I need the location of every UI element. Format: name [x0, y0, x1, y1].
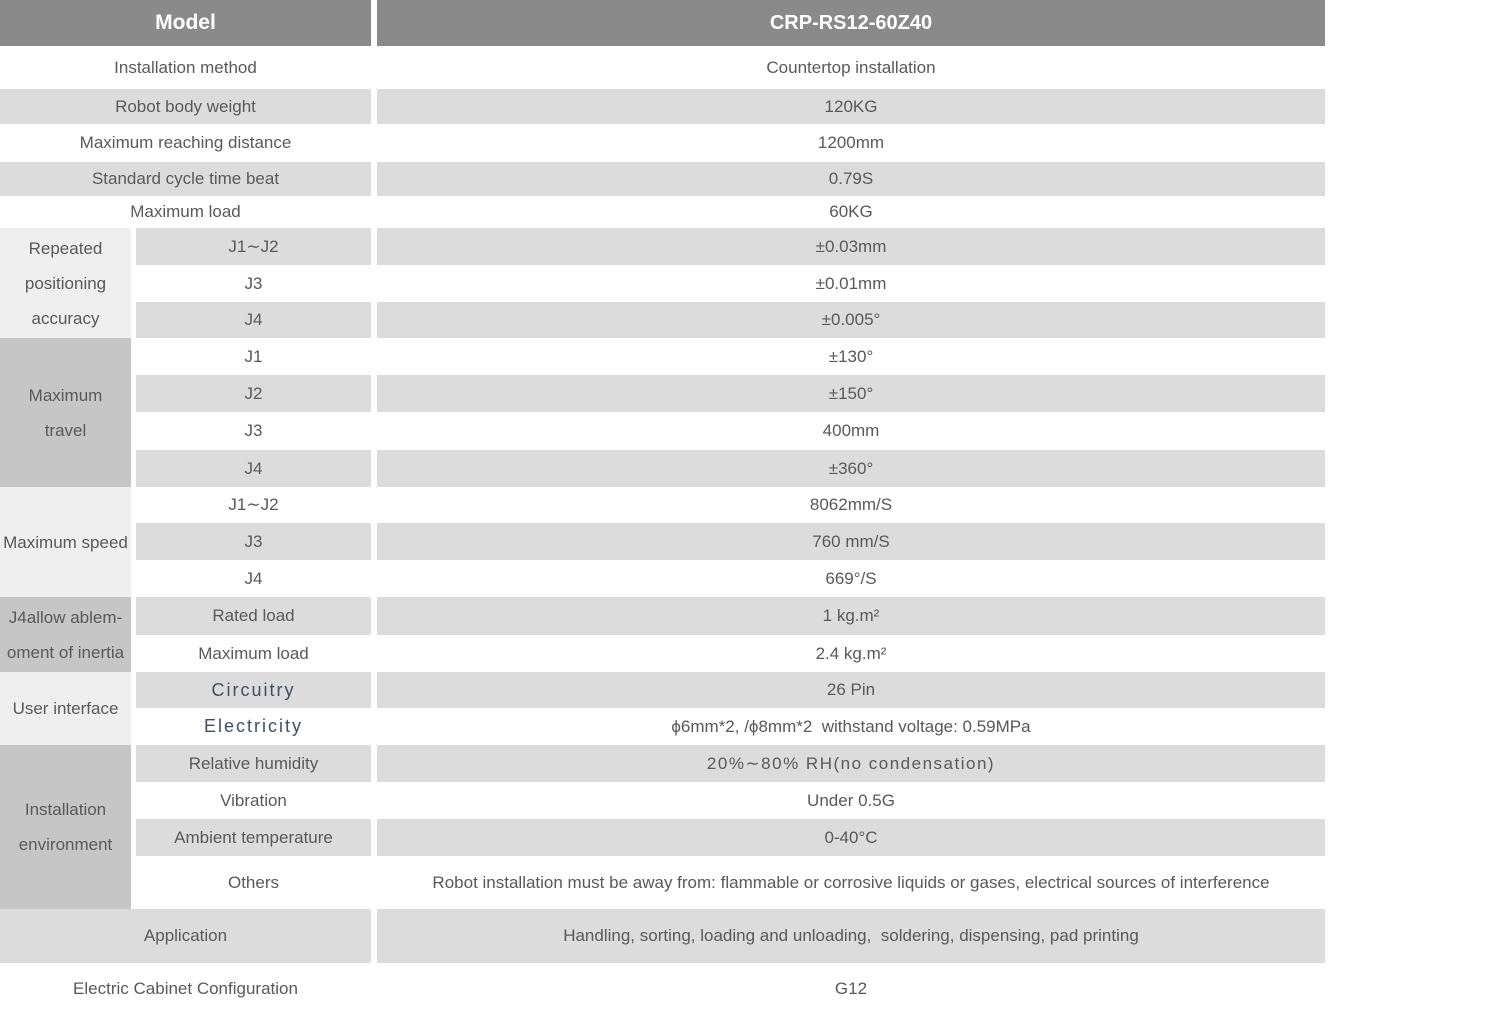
label-electric-cabinet-configuration: Electric Cabinet Configuration — [73, 978, 298, 998]
group-line: Maximum speed — [3, 532, 128, 552]
label-installation-method: Installation method — [114, 57, 257, 77]
group-line: J4allow ablem- — [8, 607, 123, 627]
sublabel-circuitry: Circuitry — [136, 672, 371, 708]
value-application: Handling, sorting, loading and unloading, soldering, dispensing, pad printing — [377, 909, 1325, 963]
value-electric-cabinet-configuration: G12 — [834, 978, 868, 998]
value-travel-j1: ±130° — [828, 346, 874, 366]
group-line: Repeated — [28, 238, 103, 258]
label-max-reaching-distance: Maximum reaching distance — [79, 133, 292, 153]
label-robot-body-weight: Robot body weight — [0, 89, 371, 124]
value-relative-humidity: 20%∼80% RH(no condensation) — [377, 745, 1325, 782]
sublabel-speed-j1-j2: J1∼J2 — [228, 495, 279, 515]
sublabel-travel-j4: J4 — [136, 450, 371, 487]
sublabel-speed-j4: J4 — [244, 568, 263, 588]
value-rated-load: 1 kg.m² — [377, 597, 1325, 635]
group-line: Maximum — [28, 385, 103, 405]
value-max-reaching-distance: 1200mm — [817, 133, 885, 153]
header-model-value: CRP-RS12-60Z40 — [377, 0, 1325, 46]
group-maximum-speed — [0, 487, 131, 597]
value-travel-j2: ±150° — [377, 375, 1325, 412]
sublabel-speed-j3: J3 — [136, 523, 371, 560]
value-speed-j3: 760 mm/S — [377, 523, 1325, 560]
header-model-label: Model — [0, 0, 371, 46]
group-j4-moment-of-inertia — [0, 597, 131, 672]
group-line: positioning — [24, 273, 107, 293]
value-speed-j4: 669°/S — [825, 568, 877, 588]
sublabel-inertia-maximum-load: Maximum load — [198, 643, 309, 663]
group-line: accuracy — [31, 308, 100, 328]
sublabel-relative-humidity: Relative humidity — [136, 745, 371, 782]
value-ambient-temperature: 0-40°C — [377, 819, 1325, 856]
value-speed-j1-j2: 8062mm/S — [809, 495, 893, 515]
value-travel-j4: ±360° — [377, 450, 1325, 487]
value-travel-j3: 400mm — [822, 421, 880, 441]
group-maximum-travel — [0, 338, 131, 487]
value-circuitry: 26 Pin — [377, 672, 1325, 708]
value-installation-method: Countertop installation — [766, 57, 936, 77]
sublabel-ambient-temperature: Ambient temperature — [136, 819, 371, 856]
sublabel-vibration: Vibration — [220, 790, 287, 810]
value-accuracy-j1-j2: ±0.03mm — [377, 228, 1325, 265]
label-maximum-load: Maximum load — [130, 202, 241, 222]
sublabel-travel-j1: J1 — [244, 346, 263, 366]
value-robot-body-weight: 120KG — [377, 89, 1325, 124]
value-inertia-maximum-load: 2.4 kg.m² — [815, 643, 887, 663]
sublabel-accuracy-j4: J4 — [136, 302, 371, 338]
value-accuracy-j4: ±0.005° — [377, 302, 1325, 338]
group-installation-environment — [0, 745, 131, 909]
value-vibration: Under 0.5G — [807, 790, 895, 810]
group-line: User interface — [12, 699, 119, 718]
sublabel-electricity: Electricity — [203, 716, 303, 737]
group-line: Installation — [24, 800, 107, 819]
label-application: Application — [0, 909, 371, 963]
label-standard-cycle-time: Standard cycle time beat — [0, 162, 371, 196]
value-others: Robot installation must be away from: flammable or corrosive liquids or gases, electrical sources of interference — [432, 872, 1270, 892]
sublabel-travel-j2: J2 — [136, 375, 371, 412]
value-maximum-load: 60KG — [829, 202, 873, 222]
group-line: oment of inertia — [6, 642, 125, 662]
sublabel-accuracy-j3: J3 — [244, 273, 263, 293]
group-repeated-positioning-accuracy — [0, 228, 131, 338]
value-accuracy-j3: ±0.01mm — [815, 273, 887, 293]
group-line: travel — [44, 420, 87, 440]
sublabel-rated-load: Rated load — [136, 597, 371, 635]
sublabel-travel-j3: J3 — [244, 421, 263, 441]
value-standard-cycle-time: 0.79S — [377, 162, 1325, 196]
sublabel-others: Others — [227, 872, 280, 892]
group-user-interface — [0, 672, 131, 745]
group-line: environment — [18, 835, 113, 854]
sublabel-accuracy-j1-j2: J1∼J2 — [136, 228, 371, 265]
value-electricity: ϕ6mm*2, /ϕ8mm*2 withstand voltage: 0.59MPa — [671, 716, 1031, 736]
